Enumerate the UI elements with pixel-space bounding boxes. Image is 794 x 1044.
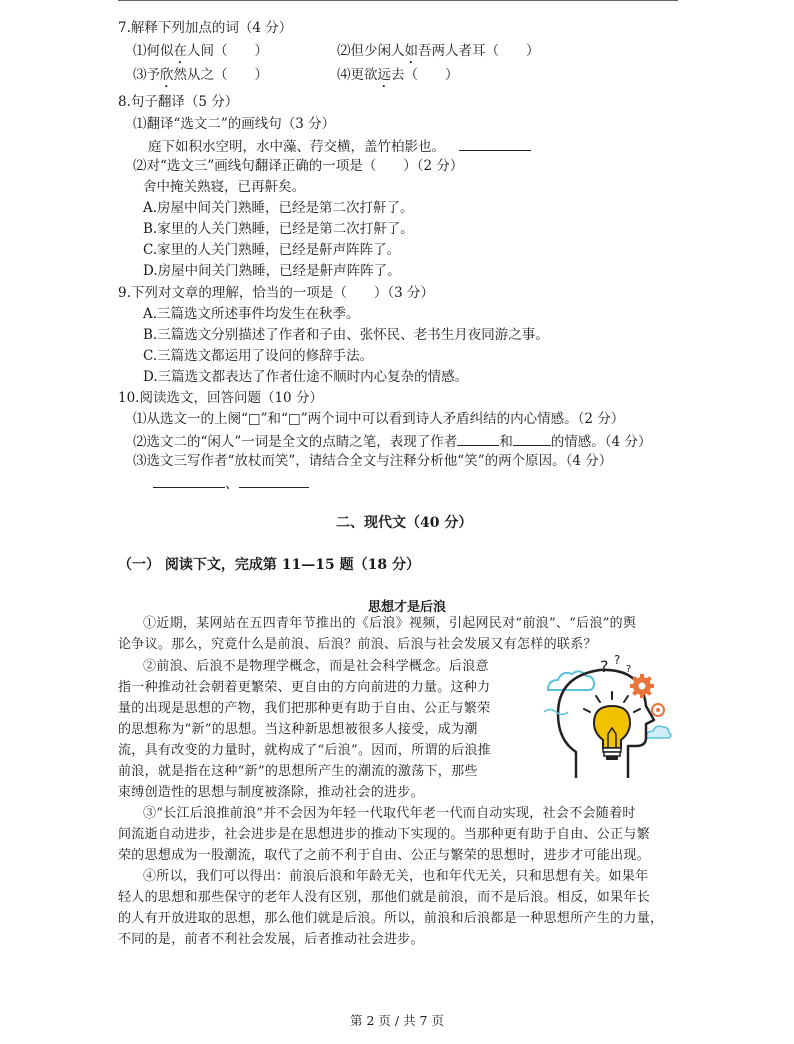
article-line: 的思想称为“新”的思想。当这种新思想被很多人接受，成为潮 — [118, 722, 478, 737]
article-line: ②前浪、后浪不是物理学概念，而是社会科学概念。后浪意 — [143, 659, 489, 674]
cloud-icon — [646, 726, 671, 738]
article-line: ④所以，我们可以得出：前浪后浪和年龄无关，也和年代无关，只和思想有关。如果年 — [143, 869, 649, 884]
answer-blank[interactable] — [153, 473, 225, 488]
q9-title: 9.下列对文章的理解，恰当的一项是（ ）（3 分） — [118, 285, 435, 301]
head-lightbulb-illustration — [538, 650, 678, 780]
article-line: 前浪，就是指在这种“新”的思想所产生的潮流的激荡下，那些 — [118, 764, 478, 779]
article-line: 流，具有改变的力量时，就构成了“后浪”。因而，所谓的后浪推 — [118, 743, 491, 758]
article-line: 轻人的思想和那些保守的老年人没有区别，那他们就是前浪，而不是后浪。相反，如果年长 — [118, 890, 651, 905]
q8-option-b: B.家里的人关门熟睡，已经是第二次打鼾了。 — [143, 221, 414, 237]
q10-sub3: ⑶选文三写作者“放杖而笑”，请结合全文与注释分析他“笑”的两个原因。（4 分） — [133, 453, 613, 469]
q8-sub2-sentence: 舍中掩关熟寝，已再鼾矣。 — [143, 179, 305, 195]
article-line: ③“长江后浪推前浪”并不会因为年轻一代取代年老一代而自动实现，社会不会随着时 — [143, 806, 636, 821]
q7-title: 7.解释下列加点的词（4 分） — [118, 20, 293, 36]
answer-blank[interactable] — [457, 431, 499, 446]
q8-sub2: ⑵对“选文三”画线句翻译正确的一项是（ ）（2 分） — [133, 158, 464, 174]
article-line: ①近期，某网站在五四青年节推出的《后浪》视频，引起网民对“前浪”、“后浪”的舆 — [143, 616, 637, 631]
answer-blank[interactable] — [513, 431, 551, 446]
answer-blank[interactable] — [459, 136, 531, 151]
article-line: 束缚创造性的思想与制度被涤除，推动社会的进步。 — [118, 785, 424, 800]
q9-option-a: A.三篇选文所述事件均发生在秋季。 — [143, 306, 360, 322]
gear-icon — [630, 674, 654, 698]
emphasis-dot: 远 — [377, 67, 391, 83]
q7-item-2: ⑵但少闲人如吾两人者耳（ ） — [337, 43, 540, 59]
top-rule — [118, 0, 678, 1]
article-line: 间流逝自动进步，社会进步是在思想进步的推动下实现的。当那种更有助于自由、公正与繁 — [118, 827, 651, 842]
emphasis-dot: 如 — [404, 43, 418, 59]
question-mark-icon: ? — [626, 664, 632, 675]
q7-item-3: ⑶予欣然从之（ ） — [133, 67, 268, 83]
q8-option-d: D.房屋中间关门熟睡，已经是鼾声阵阵了。 — [143, 263, 401, 279]
q8-sub1: ⑴翻译“选文二”的画线句（3 分） — [133, 116, 336, 132]
q10-title: 10.阅读选文，回答问题（10 分） — [118, 390, 323, 406]
q9-option-c: C.三篇选文都运用了设问的修辞手法。 — [143, 348, 374, 364]
q9-option-d: D.三篇选文都表达了作者仕途不顺时内心复杂的情感。 — [143, 369, 469, 385]
question-mark-icon: ? — [600, 657, 609, 676]
emphasis-dot: 在 — [173, 43, 187, 59]
q8-title: 8.句子翻译（5 分） — [118, 94, 239, 110]
q7-item-4: ⑷更欲远去（ ） — [337, 67, 459, 83]
q10-sub2: ⑵选文二的“闲人”一词是全文的点睛之笔，表现了作者 和 的情感。（4 分） — [133, 431, 651, 451]
q10-sub1: ⑴从选文一的上阕“□”和“□”两个词中可以看到诗人矛盾纠结的内心情感。（2 分） — [133, 411, 625, 427]
emphasis-dot: 欣 — [160, 67, 174, 83]
article-title: 思想才是后浪 — [368, 600, 447, 615]
part-heading: （一） 阅读下文，完成第 11—15 题（18 分） — [118, 557, 420, 573]
article-line: 不同的是，前者不利社会发展，后者推动社会进步。 — [118, 932, 424, 947]
question-mark-icon: ? — [614, 653, 621, 667]
article-line: 的人有开放进取的思想，那么他们就是后浪。所以，前浪和后浪都是一种思想所产生的力量， — [118, 911, 664, 926]
q7-item-1: ⑴何似在人间（ ） — [133, 43, 268, 59]
article-line: 论争议。那么，究竟什么是前浪、后浪？前浪、后浪与社会发展又有怎样的联系？ — [118, 637, 597, 652]
q9-option-b: B.三篇选文分别描述了作者和子由、张怀民、老书生月夜同游之事。 — [143, 327, 549, 343]
q8-option-a: A.房屋中间关门熟睡，已经是第二次打鼾了。 — [143, 200, 414, 216]
q8-option-c: C.家里的人关门熟睡，已经是鼾声阵阵了。 — [143, 242, 401, 258]
gear-icon — [652, 704, 664, 716]
q10-sub3-answer: 、 — [153, 473, 309, 493]
article-line: 量的出现是思想的产物，我们把那种更有助于自由、公正与繁荣 — [118, 701, 491, 716]
article-line: 指一种推动社会朝着更繁荣、更自由的方向前进的力量。这种力 — [118, 680, 491, 695]
article-line: 荣的思想成为一股潮流，取代了之前不利于自由、公正与繁荣的思想时，进步才可能出现。 — [118, 848, 651, 863]
section-heading: 二、现代文（40 分） — [336, 515, 473, 531]
answer-blank[interactable] — [239, 473, 309, 488]
page-footer: 第 2 页 / 共 7 页 — [350, 1013, 444, 1028]
lightbulb-icon — [594, 706, 630, 760]
q8-sub1-sentence: 庭下如积水空明，水中藻、荇交横，盖竹柏影也。 — [148, 136, 531, 156]
